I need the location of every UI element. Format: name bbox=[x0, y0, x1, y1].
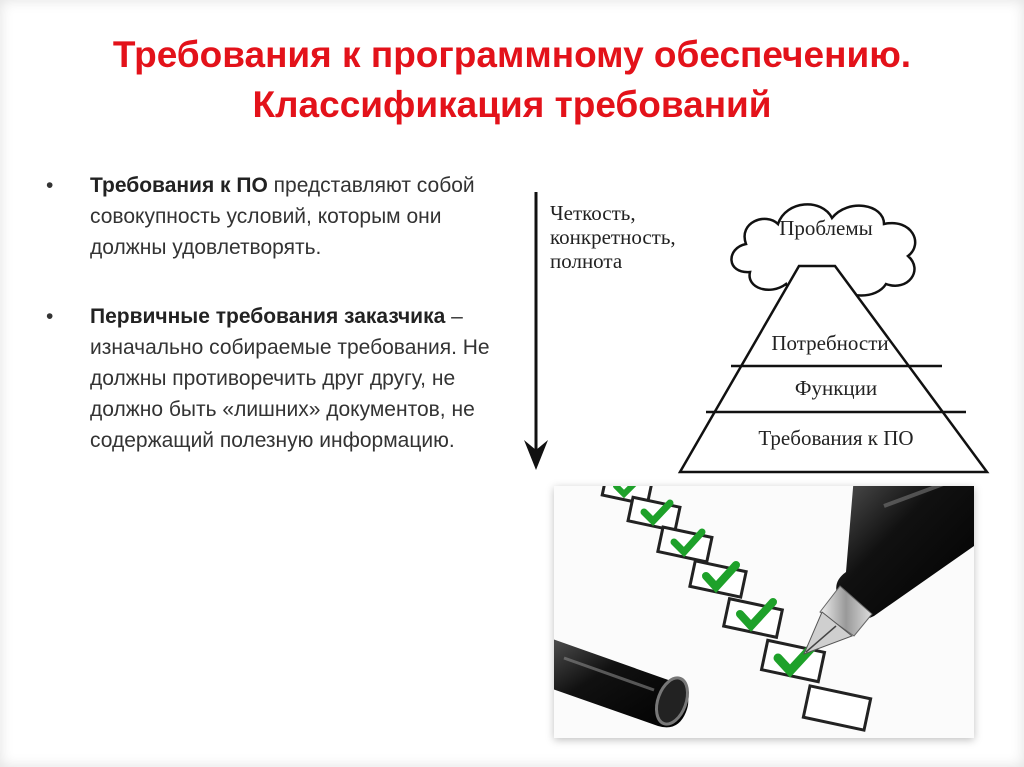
requirements-pyramid-diagram bbox=[520, 180, 1000, 480]
bullet-marker: • bbox=[46, 174, 54, 197]
cloud-label: Проблемы bbox=[779, 216, 873, 240]
bullet-item bbox=[36, 170, 496, 263]
bullet-item bbox=[36, 301, 496, 456]
bullet-term: Первичные требования заказчика bbox=[90, 305, 446, 328]
title-line-1: Требования к программному обеспечению. bbox=[112, 34, 912, 75]
checklist-photo bbox=[554, 486, 974, 738]
title-line-2: Классификация требований bbox=[252, 84, 772, 125]
checkbox-checked bbox=[628, 497, 680, 530]
bullet-text: представляют собой совокупность условий, которым они должны удовлетворять. bbox=[90, 174, 475, 259]
arrow-label-line-3: полнота bbox=[550, 249, 623, 273]
slide-title bbox=[20, 30, 1004, 130]
checklist-illustration bbox=[554, 486, 974, 738]
pyramid-level-requirements: Требования к ПО bbox=[758, 426, 914, 450]
bullet-text: – изначально собираемые требования. Не должны противоречить друг другу, не должно быть «лишних» документов, не содержащий полезную информацию. bbox=[90, 305, 490, 452]
pyramid-level-needs: Потребности bbox=[771, 331, 889, 355]
pen-cap bbox=[554, 636, 693, 728]
fountain-pen bbox=[804, 486, 974, 654]
bullet-marker: • bbox=[46, 305, 54, 328]
checkbox-unchecked bbox=[803, 686, 870, 730]
arrow-label-line-1: Четкость, bbox=[550, 201, 636, 225]
bullet-list bbox=[36, 170, 496, 456]
pyramid-level-functions: Функции bbox=[794, 376, 878, 400]
checkbox-checked bbox=[690, 561, 746, 597]
checkbox-checked bbox=[658, 527, 712, 562]
checkbox-checked bbox=[724, 599, 783, 638]
bullet-term: Требования к ПО bbox=[90, 174, 268, 197]
arrow-label-line-2: конкретность, bbox=[550, 225, 676, 249]
